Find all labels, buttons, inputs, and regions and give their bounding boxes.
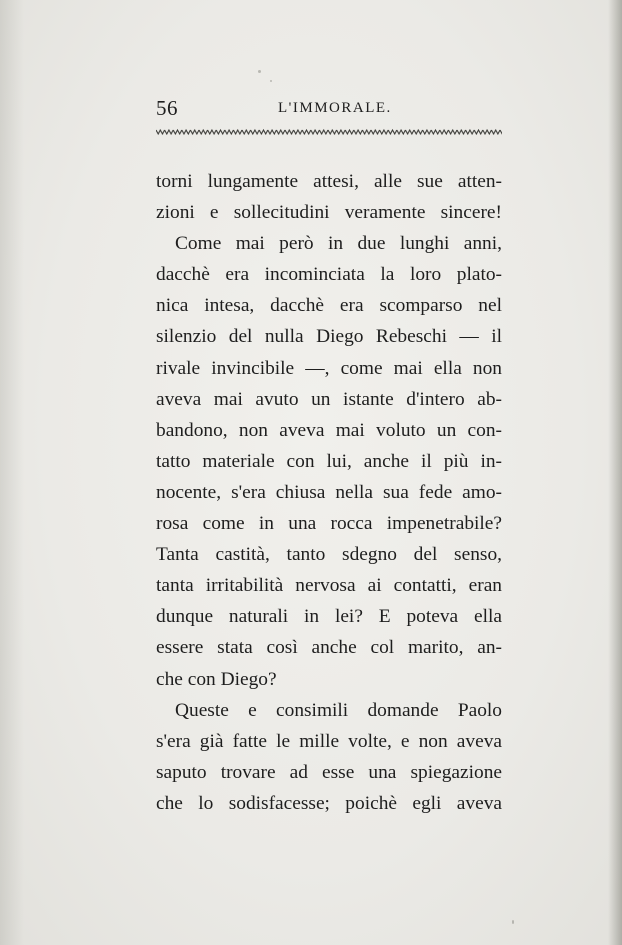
text-line: nica intesa, dacchè era scomparso nel	[156, 295, 502, 317]
page-edge-shadow-right	[608, 0, 622, 945]
text-line: dacchè era incominciata la loro plato-	[156, 264, 502, 286]
text-line: rivale invincibile —, come mai ella non	[156, 357, 502, 379]
text-line: torni lungamente attesi, alle sue atten-	[156, 171, 502, 192]
ink-speck	[258, 70, 261, 73]
text-line: Come mai però in due lunghi anni,	[175, 233, 502, 255]
text-line: tatto materiale con lui, anche il più in-	[156, 450, 502, 472]
text-line: bandono, non aveva mai voluto un con-	[156, 419, 502, 441]
text-line: dunque naturali in lei? E poteva ella	[156, 606, 502, 628]
page-header	[156, 96, 502, 124]
ink-speck	[512, 920, 514, 924]
text-line: Tanta castità, tanto sdegno del senso,	[156, 544, 502, 566]
page-edge-shadow-left	[0, 0, 24, 945]
text-line: zioni e sollecitudini veramente sincere!	[156, 202, 502, 224]
text-line: saputo trovare ad esse una spiegazione	[156, 761, 502, 783]
text-line: che con Diego?	[156, 668, 277, 690]
text-line: silenzio del nulla Diego Rebeschi — il	[156, 326, 502, 348]
page-number: 56	[156, 96, 178, 120]
text-line: Queste e consimili domande Paolo	[175, 699, 502, 721]
text-line: nocente, s'era chiusa nella sua fede amo-	[156, 481, 502, 503]
ink-speck	[270, 80, 272, 82]
decorative-rule-ornament	[156, 128, 502, 136]
text-line: tanta irritabilità nervosa ai contatti, eran	[156, 575, 502, 597]
text-line: essere stata così anche col marito, an-	[156, 637, 502, 659]
text-line: che lo sodisfacesse; poichè egli aveva	[156, 792, 502, 814]
text-line: aveva mai avuto un istante d'intero ab-	[156, 388, 502, 410]
text-line: rosa come in una rocca impenetrabile?	[156, 513, 502, 535]
text-line: s'era già fatte le mille volte, e non aveva	[156, 730, 502, 752]
running-title: L'IMMORALE.	[278, 100, 392, 116]
body-text	[156, 166, 502, 819]
